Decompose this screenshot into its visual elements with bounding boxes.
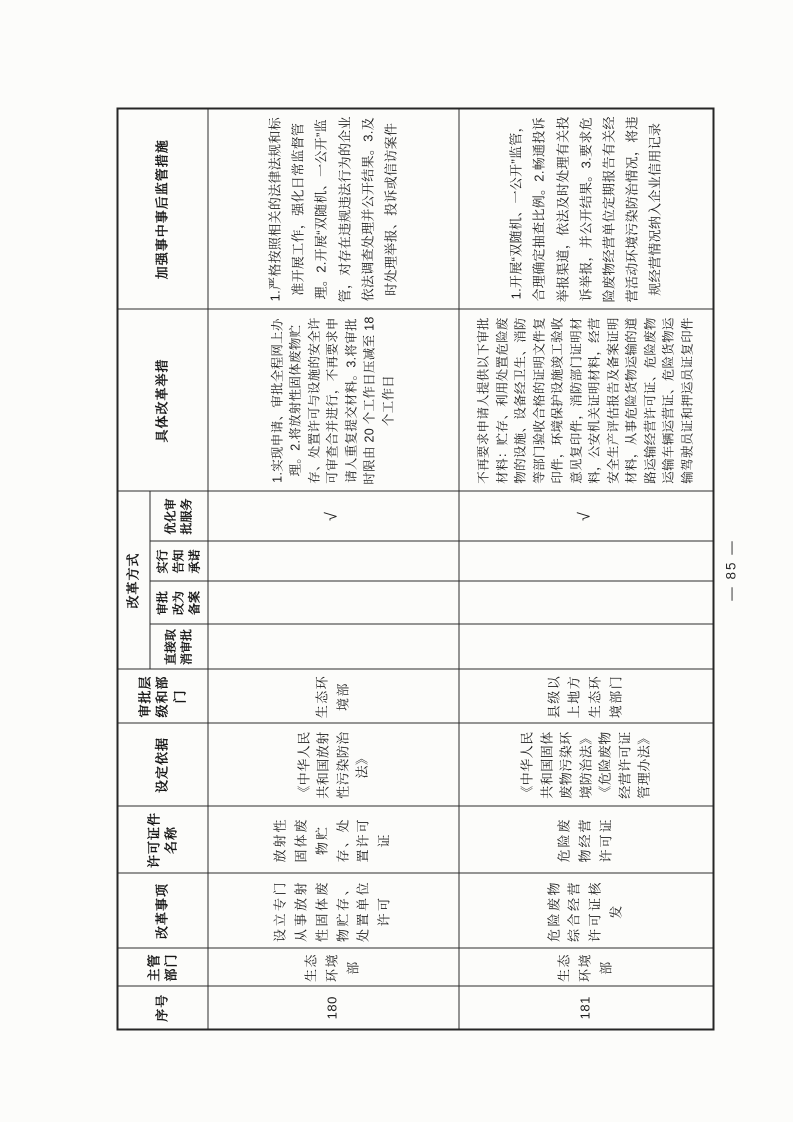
- header-license-name: 许可证件名称: [118, 807, 208, 874]
- header-reform-method-group: 改革方式: [118, 491, 150, 669]
- cell-serial: 180: [208, 987, 459, 1030]
- cell-reform-item: 危险废物综合经营许可证核发: [459, 874, 714, 949]
- header-measures: 具体改革举措: [118, 309, 208, 491]
- checkmark-method-optimize: √: [208, 491, 459, 541]
- cell-department: 生态环境部: [459, 949, 714, 987]
- header-method-filing: 审批改为备案: [150, 582, 208, 625]
- cell-supervision: 1.开展“双随机、一公开”监管，合理确定抽查比例。2.畅通投诉举报渠道，依法及时处理有关投诉举报，并公开结果。3.要求危险废物经营单位定期报告有关经营活动环境污染防治情况，将违规经营情况纳入企业信用记录: [459, 108, 714, 309]
- cell-method-filing: [459, 582, 714, 625]
- cell-license-name: 危险废物经营许可证: [459, 807, 714, 874]
- checkmark-method-optimize: √: [459, 491, 714, 541]
- header-supervision: 加强事中事后监管措施: [118, 108, 208, 309]
- header-reform-item: 改革事项: [118, 874, 208, 949]
- reform-items-table: [117, 107, 715, 1030]
- header-method-commitment: 实行告知承诺: [150, 542, 208, 582]
- cell-department: 生态环境部: [208, 949, 459, 987]
- header-serial: 序号: [118, 987, 208, 1030]
- rotated-table-area: [117, 110, 757, 1031]
- cell-measures: 不再要求申请人提供以下审批材料：贮存、利用处置危险废物的设施、设备经卫生、消防等部门验收合格的证明文件复印件，环境保护设施竣工验收意见复印件，消防部门证明材料，公安机关证明材料，经营安全生产评估报告及备案证明材料，从事危险货物运输的道路运输经营许可证、危险废物运输车辆运营证、危险货物运输驾驶员证和押运员证复印件: [459, 309, 714, 491]
- table-row-180: [208, 108, 459, 1029]
- header-method-cancel: 直接取消审批: [150, 625, 208, 670]
- cell-method-commitment: [208, 542, 459, 582]
- cell-legal-basis: 《中华人民共和国放射性污染防治法》: [208, 724, 459, 807]
- header-method-optimize: 优化审批服务: [150, 491, 208, 541]
- header-legal-basis: 设定依据: [118, 724, 208, 807]
- cell-method-cancel: [459, 625, 714, 670]
- cell-measures: 1.实现申请、审批全程网上办理。2.将放射性固体废物贮存、处置许可与设施的安全许可审查合并进行，不再要求申请人重复提交材料。3.将审批时限由 20 个工作日压减至 18 个工作日: [208, 309, 459, 491]
- cell-method-cancel: [208, 625, 459, 670]
- page-number: — 85 —: [723, 539, 739, 601]
- cell-method-filing: [208, 582, 459, 625]
- cell-legal-basis: 《中华人民共和国固体废物污染环境防治法》《危险废物经营许可证管理办法》: [459, 724, 714, 807]
- header-approval-level: 审批层级和部门: [118, 670, 208, 724]
- cell-approval-level: 县级以上地方生态环境部门: [459, 670, 714, 724]
- cell-reform-item: 设立专门从事放射性固体废物贮存、处置单位许可: [208, 874, 459, 949]
- cell-serial: 181: [459, 987, 714, 1030]
- table-row-181: [459, 108, 714, 1029]
- cell-approval-level: 生态环境部: [208, 670, 459, 724]
- cell-method-commitment: [459, 542, 714, 582]
- cell-license-name: 放射性固体废物贮存、处置许可证: [208, 807, 459, 874]
- cell-supervision: 1.严格按照相关的法律法规和标准开展工作，强化日常监督管理。2.开展“双随机、一公开”监管，对存在违规违法行为的企业依法调查处理并公开结果。3.及时处理举报、投诉或信访案件: [208, 108, 459, 309]
- header-department: 主管部门: [118, 949, 208, 987]
